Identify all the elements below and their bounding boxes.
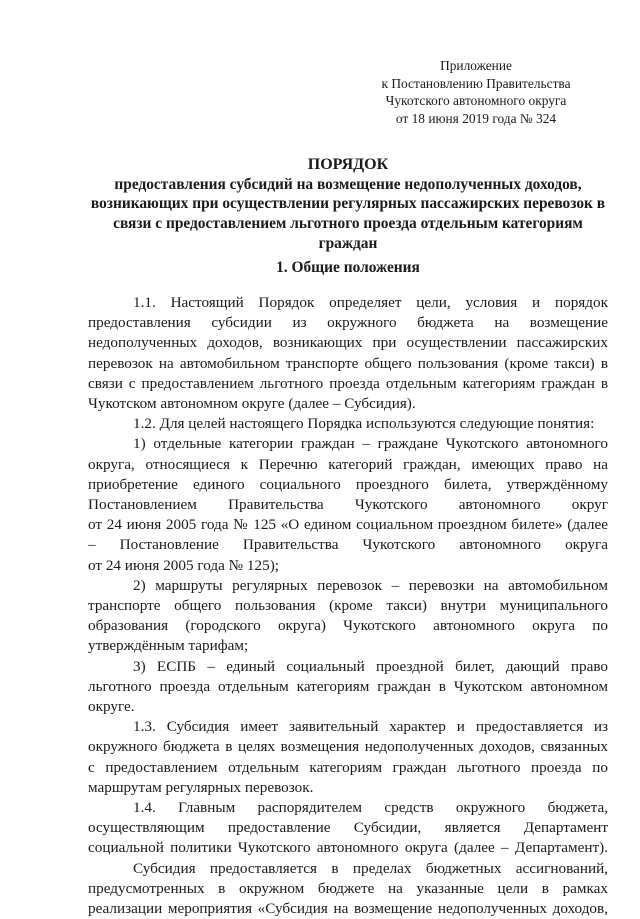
appendix-line: от 18 июня 2019 года № 324 [395,110,557,126]
appendix-line: Чукотского автономного округа [385,93,567,109]
appendix-line: к Постановлению Правительства [381,75,571,91]
body-line: Чукотском автономном округе (далее – Субсидия). [88,395,416,413]
title-line: предоставления субсидий на возмещение недополученных доходов, [114,175,582,193]
body-line: окружного бюджета в целях возмещения недополученных доходов, связанных [88,738,608,756]
section-heading: 1. Общие положения [276,259,420,276]
body-line: транспорте общего пользования (кроме такси) внутри муниципального [88,597,608,615]
body-line: Постановлением Правительства Чукотского автономного округ [88,496,608,514]
body-line: 2) маршруты регулярных перевозок – перевозки на автомобильном [133,576,608,594]
body-line: перевозок на автомобильном транспорте общего пользования (кроме такси) в [88,354,608,372]
body-line: 1.1. Настоящий Порядок определяет цели, условия и порядок [133,294,608,311]
body-line: недополученных доходов, возникающих при осуществлении пассажирских [88,334,608,352]
title-main: ПОРЯДОК [307,156,389,173]
title-line: граждан [318,234,378,252]
body-line: 3) ЕСПБ – единый социальный проездной билет, дающий право [133,657,608,675]
body-line: с предоставлением отдельным категориям граждан льготного проезда по [88,758,608,776]
body-line: реализации мероприятия «Субсидия на возмещение недополученных доходов, [88,900,608,918]
body-line: связи с предоставлением льготного проезда отдельным категориям граждан в [88,374,608,392]
body-line: предусмотренных в окружном бюджете на указанные цели в рамках [88,879,608,897]
title-line: связи с предоставлением льготного проезда отдельным категориям [113,215,583,233]
body-line: предоставления субсидии из окружного бюджета на возмещение [88,314,608,332]
body-line: льготного проезда отдельным категориям граждан в Чукотском автономном [88,677,608,695]
appendix-block [330,57,622,127]
body-line: 1.2. Для целей настоящего Порядка используются следующие понятия: [133,415,595,433]
body-line: округа, относящиеся к Перечню категорий граждан, имеющих право на [88,455,608,473]
document-body [88,293,608,919]
body-line: утверждённым тарифам; [88,637,249,655]
appendix-line: Приложение [440,58,512,73]
body-line: 1.4. Главным распорядителем средств окружного бюджета, [133,799,608,817]
body-line: 1) отдельные категории граждан – граждане Чукотского автономного [133,435,608,453]
body-line: приобретение единого социального проездного билета, утверждённому [88,475,608,493]
document-title [88,155,608,254]
body-line: образования (городского округа) Чукотского автономного округа по [88,617,608,635]
body-line: от 24 июня 2005 года № 125 «О едином социальном проездном билете» (далее [88,516,608,534]
body-line: округе. [88,698,135,716]
body-line: социальной политики Чукотского автономного округа (далее – Департамент). [88,839,608,857]
body-line: маршрутам регулярных перевозок. [88,778,314,796]
body-line: 1.3. Субсидия имеет заявительный характер и предоставляется из [133,718,608,736]
body-line: от 24 июня 2005 года № 125); [88,556,279,574]
title-line: возникающих при осуществлении регулярных пассажирских перевозок в [90,195,606,213]
body-line: – Постановление Правительства Чукотского автономного округа [88,536,608,554]
body-line: Субсидия предоставляется в пределах бюджетных ассигнований, [133,859,608,877]
body-line: осуществляющим предоставление Субсидии, является Департамент [88,819,608,837]
